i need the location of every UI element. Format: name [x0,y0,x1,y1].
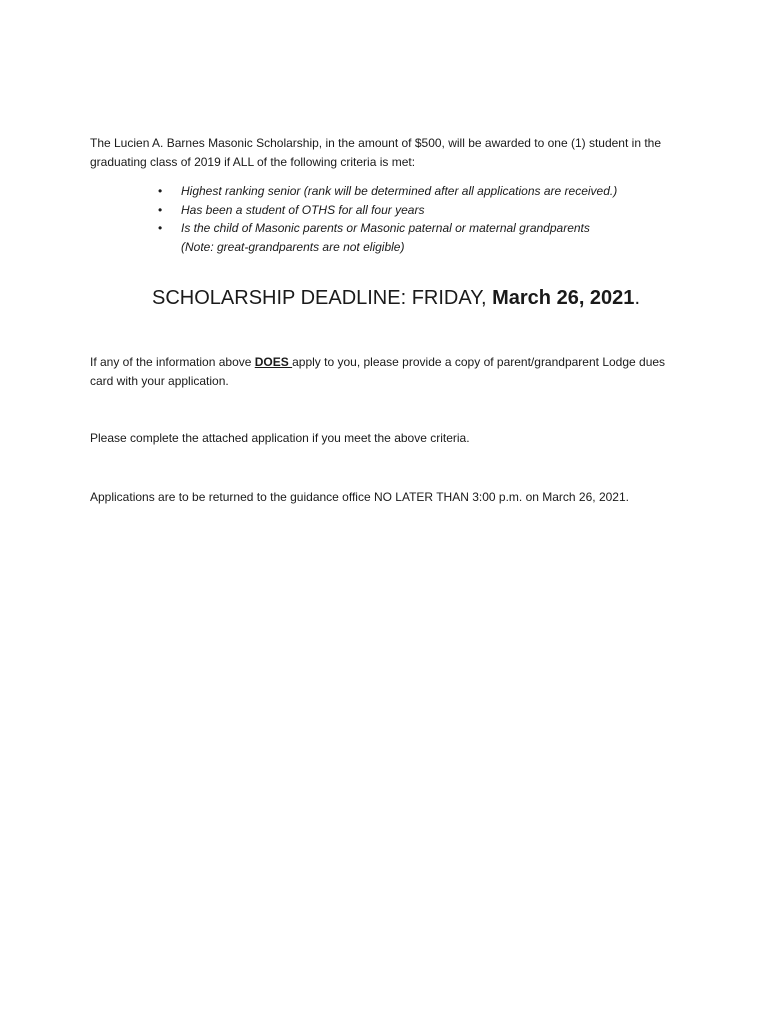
criteria-item-text: Has been a student of OTHS for all four years [181,202,425,217]
criteria-item [158,201,617,220]
info-text-after: apply to you, please provide a copy of parent/grandparent Lodge dues card with your application. [90,355,666,388]
return-paragraph: Applications are to be returned to the guidance office NO LATER THAN 3:00 p.m. on March 26, 2021. [90,490,629,504]
deadline-heading [152,284,640,312]
intro-paragraph: The Lucien A. Barnes Masonic Scholarship, in the amount of $500, will be awarded to one (1) student in the graduating class of 2019 if ALL of the following criteria is met: [90,136,662,169]
bullet-icon: • [158,221,163,235]
criteria-item-text: Highest ranking senior (rank will be determined after all applications are received.) [181,184,618,198]
bullet-icon: • [158,184,163,198]
criteria-item-text: Is the child of Masonic parents or Masonic paternal or maternal grandparents [181,221,590,235]
deadline-label: SCHOLARSHIP DEADLINE: FRIDAY, [152,287,493,309]
info-paragraph [90,353,680,391]
bullet-icon: • [158,202,163,217]
deadline-date: March 26, 2021 [492,287,635,309]
complete-paragraph: Please complete the attached application if you meet the above criteria. [90,431,470,445]
info-text-before: If any of the information above [90,355,255,369]
criteria-list [158,182,617,256]
info-emphasis: DOES [254,355,293,369]
criteria-item [158,219,617,256]
deadline-period: . [634,287,640,309]
criteria-note: (Note: great-grandparents are not eligible) [181,239,405,254]
criteria-item [158,182,617,201]
